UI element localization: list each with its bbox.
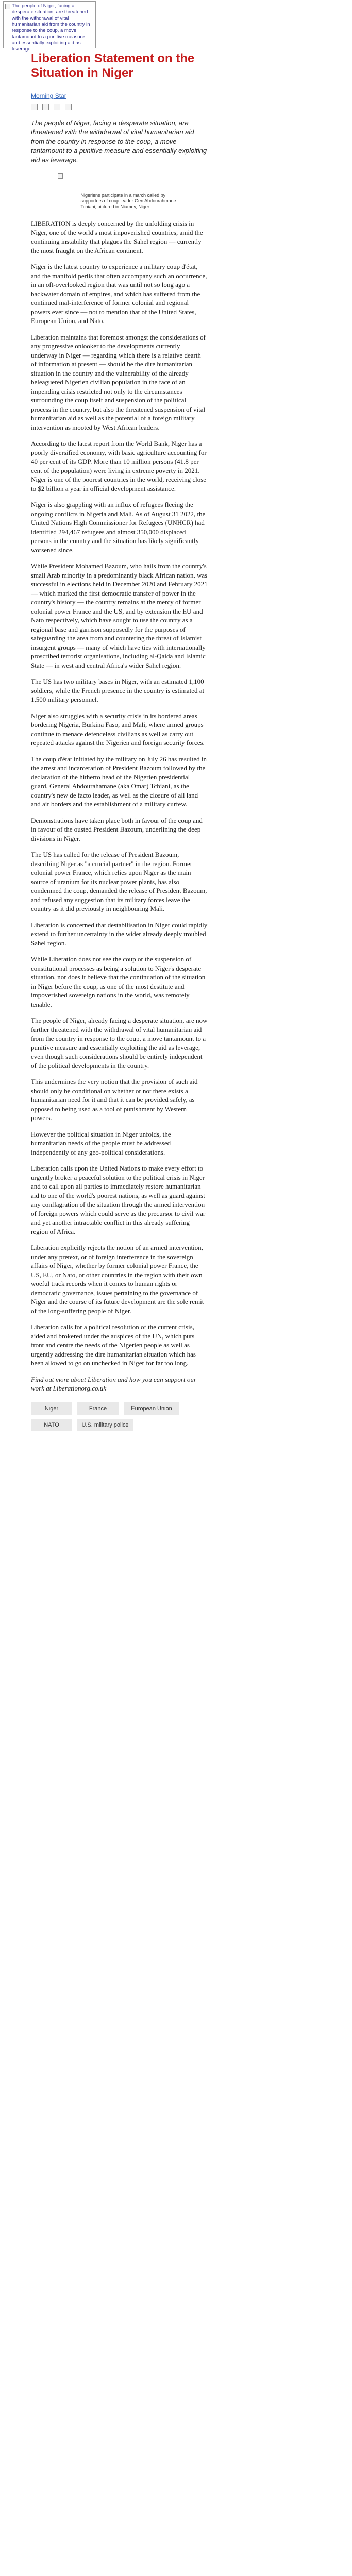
paragraph: Niger is the latest country to experience a military coup d'état, and the manifold perils that often accompany such an occurrence, in an oft-overlooked region that was until not so long ago a backwater domain of empires, and which has suffered from the continued mal-interference of former colonial and regional powers ever since — not to mention that of the United States, European Union, and Nato. [31,263,207,325]
paragraph: While President Mohamed Bazoum, who hails from the country's small Arab minority in a predominantly black African nation, was successful in elections held in December 2020 and February 2021 — which marked the first democratic transfer of power in the country's history — the country remains at the mercy of former colonial power France and the US, and by extension the EU and Nato respectively, which have sought to use the country as a regional base and garrison supposedly for the purposes of safeguarding the area from and countering the threat of Islamist insurgent groups — many of which have ties with internationally proscribed terrorist organisations, including al-Qaida and Islamic State — in west and central Africa's wider Sahel region. [31,562,208,669]
figure-caption: Nigeriens participate in a march called by supporters of coup leader Gen Abdourahmane Tchiani, pictured in Niamey, Niger. [80,193,176,209]
article-figure [31,171,208,210]
paragraph: Liberation is concerned that destabilisation in Niger could rapidly extend to further uncertainty in the wider already deeply troubled Sahel region. [31,921,208,947]
paragraph: The people of Niger, already facing a desperate situation, are now further threatened with the withdrawal of vital humanitarian aid from the country in response to the coup, a move tantamount to a punitive measure and essentially exploiting the aid as leverage, even though such considerations should be entirely independent of the political developments in the country. [31,1016,208,1070]
paragraph: Liberation calls upon the United Nations to make every effort to urgently broker a peaceful solution to the political crisis in Niger and to call upon all parties to immediately restore humanitarian aid to one of the world's poorest nations, as well as guard against any conflagration of the situation through the armed intervention of foreign powers which could serve as the precursor to civil war and yet another intractable conflict in this already suffering region of Africa. [31,1164,206,1235]
article-lede: The people of Niger, facing a desperate situation, are threatened with the withdrawal of vital humanitarian aid from the country in response to the coup, a move tantamount to a punitive measure and essentially exploiting aid as leverage. [31,119,207,164]
top-image-placeholder[interactable] [3,1,96,52]
tag-france[interactable]: France [77,1402,119,1415]
paragraph: The US has two military bases in Niger, with an estimated 1,100 soldiers, while the French presence in the country is estimated at 1,500 military personnel. [31,677,205,703]
top-image-alt-text: The people of Niger, facing a desperate situation, are threatened with the withdrawal of vital humanitarian aid from the country in response to the coup, a move tantamount to a punitive measure and essentially exploiting aid as leverage. [12,3,90,52]
paragraph: Liberation maintains that foremost amongst the considerations of any progressive onlooker to the developments currently underway in Niger — regarding which there is a relative dearth of information at present — should be the dire humanitarian situation in the country and the vulnerability of the already beleaguered Nigerien civilian population in the face of an impending crisis restricted not only to the circumstances surrounding the coup itself and suspension of the political process in the country, but also the threatened suspension of vital humanitarian aid as well as the potential of a foreign military intervention as mooted by West African leaders. [31,333,206,431]
article-title: Liberation Statement on the Situation in Niger [31,52,195,80]
twitter-share-icon[interactable] [42,104,49,110]
paragraph: While Liberation does not see the coup or the suspension of constitutional processes as being a solution to Niger's desperate situation, nor does it believe that the continuation of the situation in Niger before the coup, as one of the most destitute and impoverished sovereign nations in the world, was remotely tenable. [31,955,206,1008]
closing-note: Find out more about Liberation and how you can support our work at Liberationorg.co.uk [31,1375,196,1392]
paragraph: Liberation explicitly rejects the notion of an armed intervention, under any pretext, or of foreign interference in the sovereign affairs of Niger, whether by former colonial power France, the US, EU, or Nato, or other countries in the region with their own woeful track records when it comes to human rights or democratic governance, issues pertaining to the governance of Niger and the course of its future development are the sole remit of the long-suffering people of Niger. [31,1244,204,1315]
tag-nato[interactable]: NATO [31,1419,72,1431]
paragraph: Demonstrations have taken place both in favour of the coup and in favour of the ousted President Bazoum, underlining the deep divisions in Niger. [31,816,203,842]
broken-image-icon [58,173,63,179]
paragraph: Liberation calls for a political resolution of the current crisis, aided and brokered under the auspices of the UN, which puts front and centre the needs of the Nigerien people as well as urgently addressing the dire humanitarian situation which has been allowed to go on unchecked in Niger for far too long. [31,1323,196,1367]
facebook-share-icon[interactable] [31,104,38,110]
paragraph: According to the latest report from the World Bank, Niger has a poorly diversified economy, with basic agriculture accounting for 40 per cent of its GDP. More than 10 million persons (41.8 per cent of the population) were living in extreme poverty in 2021. Niger is one of the poorest countries in the world, receiving close to $2 billion a year in official development assistance. [31,439,207,493]
article-body [31,219,208,1393]
paragraph: Niger also struggles with a security crisis in its bordered areas bordering Nigeria, Burkina Faso, and Mali, where armed groups continue to menace defenceless civilians as well as carry out repeated attacks against the Nigerien and foreign security forces. [31,711,205,747]
share-row [31,104,208,110]
paragraph: The US has called for the release of President Bazoum, describing Niger as "a crucial partner" in the region. Former colonial power France, which relies upon Niger as the main source of uranium for its nuclear power plants, has also condemned the coup, demanded the release of President Bazoum, and refused any suggestion that its military forces leave the country as it did previously in neighbouring Mali. [31,851,207,912]
figure-image-placeholder [31,171,208,193]
paragraph: However the political situation in Niger unfolds, the humanitarian needs of the people must be addressed independently of any geo-political considerations. [31,1130,171,1156]
paragraph: LIBERATION is deeply concerned by the unfolding crisis in Niger, one of the world's most impoverished countries, amid the continuing instability that plagues the Sahel region — currently the most fraught on the African continent. [31,219,203,255]
tag-european-union[interactable]: European Union [124,1402,179,1415]
tag-niger[interactable]: Niger [31,1402,72,1415]
tag-us-military-police[interactable]: U.S. military police [77,1419,133,1431]
paragraph: This undermines the very notion that the provision of such aid should only be conditional on whether or not there exists a humanitarian need for it and that it can be provided safely, as opposed to being used as a tool of punishment by Western powers. [31,1078,198,1122]
email-share-icon[interactable] [54,104,60,110]
byline-link[interactable]: Morning Star [31,92,66,99]
link-share-icon[interactable] [65,104,72,110]
tag-list [31,1402,208,1431]
paragraph: Niger is also grappling with an influx of refugees fleeing the ongoing conflicts in Nigeria and Mali. As of August 31 2022, the United Nations High Commissioner for Refugees (UNHCR) had identified 294,467 refugees and almost 350,000 displaced persons in the country and the situation has likely significantly worsened since. [31,501,206,554]
paragraph: The coup d'état initiated by the military on July 26 has resulted in the arrest and incarceration of President Bazoum followed by the declaration of the hitherto head of the Nigerien presidential guard, General Abdourahamane (aka Omar) Tchiani, as the country's new de facto leader, as well as the closure of all land and air borders and the establishment of a military curfew. [31,755,207,808]
broken-image-icon [5,4,10,9]
article [31,52,208,1431]
